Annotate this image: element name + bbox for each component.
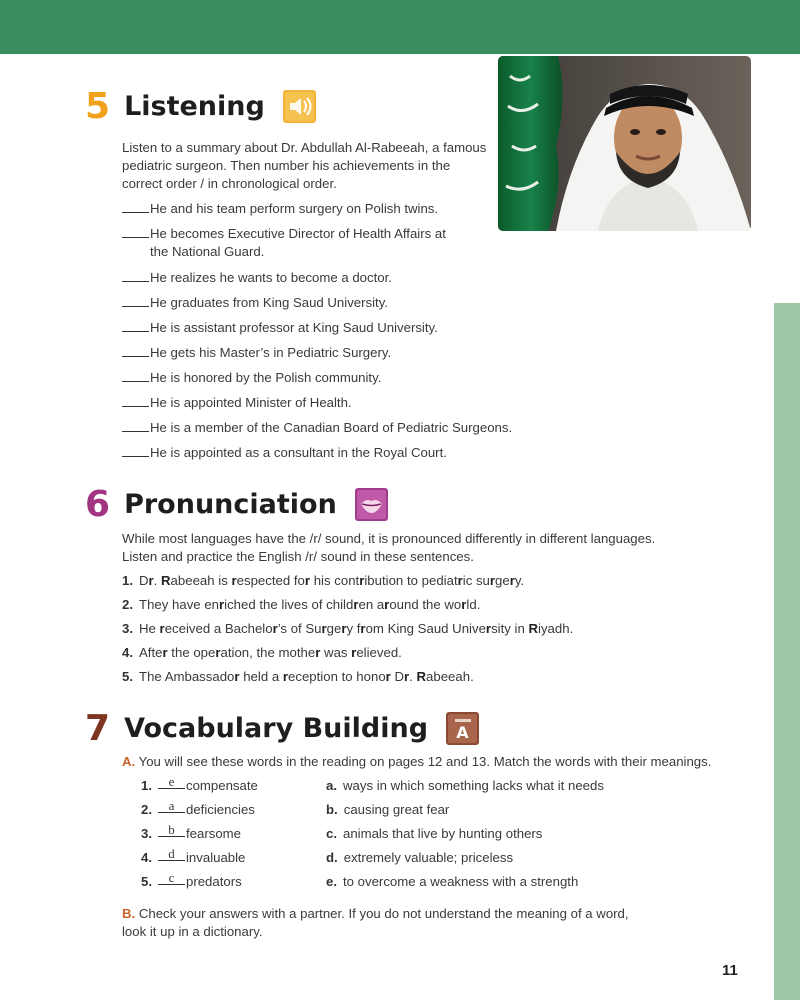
word-number: 2. (141, 802, 152, 817)
icon-letter: A (456, 723, 469, 742)
meaning-letter: a. (326, 778, 337, 793)
side-tab (774, 303, 800, 1000)
listening-item (122, 270, 392, 285)
vocab-word-row (141, 870, 242, 889)
section-title: Pronunciation (124, 489, 337, 520)
pronunciation-instructions: While most languages have the /r/ sound, it is pronounced differently in different languages. Listen and practice the English /r/ sound in these sentences. (122, 531, 656, 564)
pronunciation-sentence (122, 621, 573, 636)
vocab-word: invaluable (186, 850, 246, 865)
vocab-meaning-row (326, 826, 542, 841)
meaning-text: causing great fear (343, 802, 450, 817)
word-number: 5. (141, 874, 152, 889)
vocab-meaning-row (326, 874, 578, 889)
pronunciation-sentence (122, 645, 402, 660)
mouth-lips-icon[interactable] (355, 488, 388, 521)
sentence-text: The Ambassador held a reception to honor Dr. Rabeeah. (139, 669, 474, 684)
meaning-letter: e. (326, 874, 337, 889)
listening-item (122, 370, 381, 385)
sentence-text: He received a Bachelor’s of Surgery from King Saud University in Riyadh. (139, 621, 574, 636)
item-text: He realizes he wants to become a doctor. (150, 270, 392, 285)
item-text: He gets his Master’s in Pediatric Surgery. (150, 345, 392, 360)
vocabulary-heading (85, 708, 479, 749)
meaning-text: animals that live by hunting others (343, 826, 543, 841)
part-b-instructions (122, 905, 652, 941)
meaning-text: extremely valuable; priceless (343, 850, 514, 865)
part-b-text: Check your answers with a partner. If you do not understand the meaning of a word, look it up in a dictionary. (122, 906, 629, 939)
word-number: 1. (141, 778, 152, 793)
part-a-label: A. (122, 754, 136, 769)
answer-blank[interactable] (122, 270, 149, 282)
letter-a-book-icon[interactable] (446, 712, 479, 745)
vocab-word: compensate (186, 778, 258, 793)
listening-heading (85, 86, 316, 127)
answer-blank[interactable] (122, 370, 149, 382)
answer-blank[interactable] (122, 295, 149, 307)
section-number: 5 (85, 86, 111, 127)
meaning-letter: d. (326, 850, 338, 865)
vocab-meaning-row (326, 778, 604, 793)
answer-blank[interactable]: c (158, 872, 185, 885)
answer-blank[interactable] (122, 226, 149, 238)
vocab-word: fearsome (186, 826, 241, 841)
sentence-number: 2. (122, 597, 133, 612)
vocab-word: deficiencies (186, 802, 255, 817)
item-text: He is a member of the Canadian Board of Pediatric Surgeons. (150, 420, 513, 435)
pronunciation-sentence (122, 669, 474, 684)
section-title: Listening (124, 91, 265, 122)
answer-blank[interactable]: a (158, 800, 185, 813)
pronunciation-sentence (122, 573, 524, 588)
vocab-meaning-row (326, 850, 513, 865)
answer-blank[interactable] (122, 201, 149, 213)
page-number: 11 (722, 962, 738, 979)
sentence-number: 4. (122, 645, 133, 660)
meaning-text: to overcome a weakness with a strength (343, 874, 579, 889)
listening-instructions: Listen to a summary about Dr. Abdullah Al-Rabeeah, a famous pediatric surgeon. Then number his achievements in the correct order / in chronological order. (122, 140, 487, 191)
section-title: Vocabulary Building (124, 713, 429, 744)
listening-item (122, 201, 438, 216)
vocab-word: predators (186, 874, 242, 889)
listening-item (122, 320, 438, 335)
meaning-letter: c. (326, 826, 337, 841)
item-text: He and his team perform surgery on Polish twins. (150, 201, 439, 216)
meaning-letter: b. (326, 802, 338, 817)
vocab-word-row (141, 798, 255, 817)
sentence-text: Dr. Rabeeah is respected for his contribution to pediatric surgery. (139, 573, 525, 588)
answer-blank[interactable] (122, 345, 149, 357)
item-text: He becomes Executive Director of Health Affairs at (150, 226, 446, 241)
word-number: 3. (141, 826, 152, 841)
vocab-word-row (141, 774, 258, 793)
section-number: 7 (85, 708, 111, 749)
sentence-text: They have enriched the lives of children around the world. (139, 597, 481, 612)
meaning-text: ways in which something lacks what it needs (343, 778, 604, 793)
listening-item (122, 445, 447, 460)
listening-item (122, 395, 352, 410)
sentence-number: 1. (122, 573, 133, 588)
sentence-text: After the operation, the mother was relieved. (139, 645, 402, 660)
vocab-meaning-row (326, 802, 449, 817)
pronunciation-sentence (122, 597, 480, 612)
vocab-word-row (141, 846, 246, 865)
top-green-bar (0, 0, 800, 54)
section-number: 6 (85, 484, 111, 525)
word-number: 4. (141, 850, 152, 865)
part-b-label: B. (122, 906, 136, 921)
item-text: He is appointed as a consultant in the Royal Court. (150, 445, 447, 460)
listening-item (122, 345, 391, 360)
sentence-number: 3. (122, 621, 133, 636)
part-a-instructions (122, 754, 711, 769)
listening-item (122, 295, 388, 310)
answer-blank[interactable] (122, 445, 149, 457)
audio-speaker-icon[interactable] (283, 90, 316, 123)
pronunciation-heading (85, 484, 388, 525)
item-text-continuation: the National Guard. (150, 244, 265, 259)
listening-item (122, 226, 446, 241)
item-text: He is assistant professor at King Saud University. (150, 320, 438, 335)
answer-blank[interactable] (122, 395, 149, 407)
answer-blank[interactable] (122, 320, 149, 332)
portrait-photo (498, 56, 751, 231)
item-text: He is appointed Minister of Health. (150, 395, 352, 410)
answer-blank[interactable]: e (158, 776, 185, 789)
item-text: He is honored by the Polish community. (150, 370, 382, 385)
item-text: He graduates from King Saud University. (150, 295, 388, 310)
vocab-word-row (141, 822, 241, 841)
answer-blank[interactable] (122, 420, 149, 432)
answer-blank[interactable]: b (158, 824, 185, 837)
answer-blank[interactable]: d (158, 848, 185, 861)
listening-item (122, 420, 512, 435)
sentence-number: 5. (122, 669, 133, 684)
part-a-text: You will see these words in the reading on pages 12 and 13. Match the words with their meanings. (138, 754, 712, 769)
